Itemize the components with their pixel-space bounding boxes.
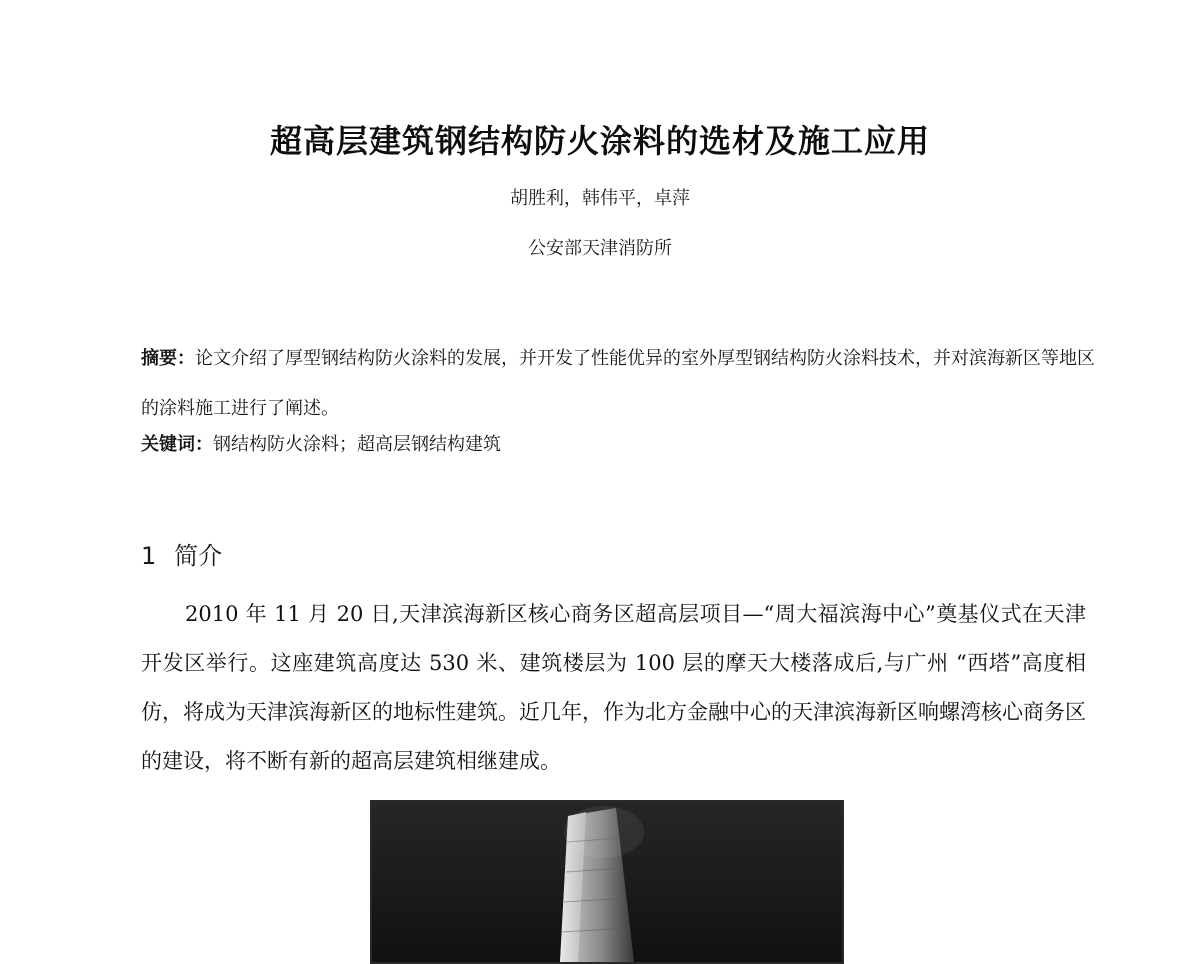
abstract-label: 摘要： — [141, 348, 195, 369]
section-title: 简介 — [174, 542, 223, 570]
abstract-block — [141, 334, 1101, 434]
section-number: 1 — [141, 542, 157, 570]
abstract-text: 论文介绍了厚型钢结构防火涂料的发展，并开发了性能优异的室外厚型钢结构防火涂料技术，并对滨海新区等地区的涂料施工进行了阐述。 — [141, 348, 1095, 419]
section-paragraph: 2010 年 11 月 20 日,天津滨海新区核心商务区超高层项目—“周大福滨海中心”奠基仪式在天津开发区举行。这座建筑高度达 530 米、建筑楼层为 100 层的摩天大楼落成后,与广州 “西塔”高度相仿，将成为天津滨海新区的地标性建筑。近几年，作为北方金融中心的天津滨海新区响螺湾核心商务区的建设，将不断有新的超高层建筑相继建成。 — [141, 602, 1086, 773]
paper-authors: 胡胜利，韩伟平，卓萍 — [510, 188, 690, 209]
keywords-label: 关键词： — [141, 434, 213, 455]
paper-affiliation: 公安部天津消防所 — [528, 238, 672, 259]
keywords-text: 钢结构防火涂料；超高层钢结构建筑 — [213, 434, 501, 455]
section-heading — [141, 536, 222, 571]
keywords-block — [141, 430, 1101, 456]
skyscraper-photo — [370, 800, 844, 964]
paper-title: 超高层建筑钢结构防火涂料的选材及施工应用 — [269, 122, 930, 160]
skyscraper-illustration — [372, 802, 842, 962]
